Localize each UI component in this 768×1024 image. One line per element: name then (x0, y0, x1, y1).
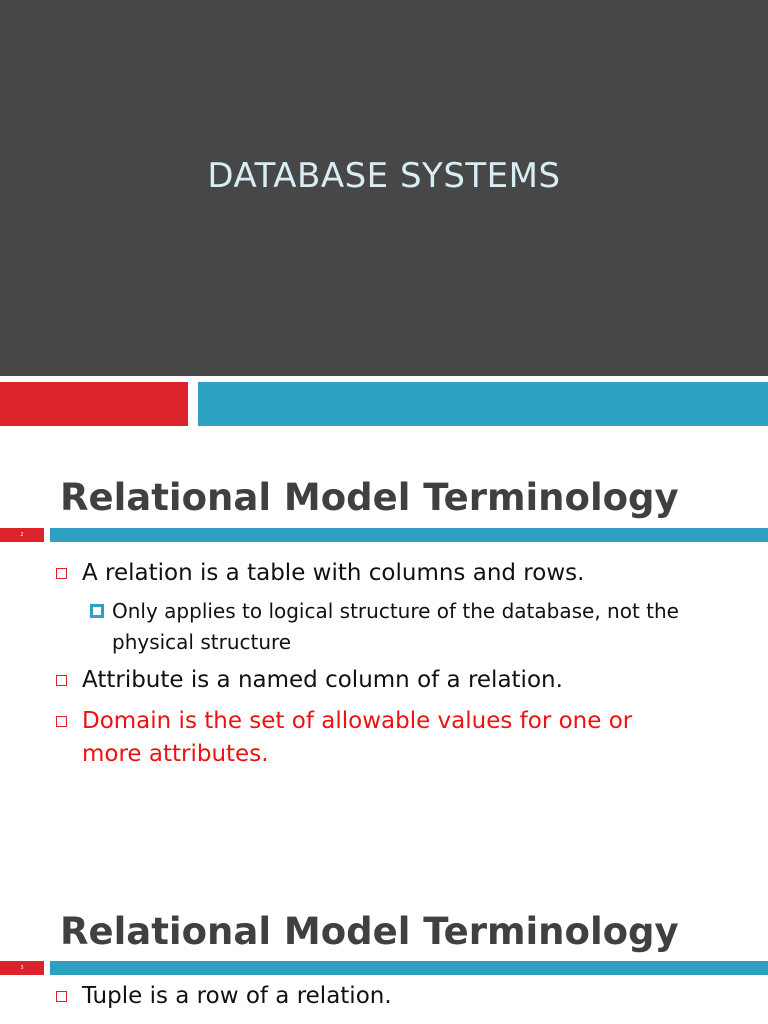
bullet-text: Domain is the set of allowable values for one or more attributes. (82, 708, 633, 767)
slide-number-badge: 3 (0, 961, 44, 975)
square-bullet-icon (56, 716, 67, 727)
title-slide (0, 0, 768, 376)
sub-bullet-item (90, 596, 690, 658)
title-underline-bar (50, 528, 768, 542)
bullet-text: Attribute is a named column of a relation. (82, 667, 563, 693)
filled-square-bullet-icon (90, 604, 104, 618)
square-bullet-icon (56, 675, 67, 686)
bullet-item (56, 980, 746, 1013)
bullet-text: Tuple is a row of a relation. (82, 983, 392, 1009)
title-slide-heading: DATABASE SYSTEMS (207, 156, 561, 196)
square-bullet-icon (56, 568, 67, 579)
slide-2 (0, 426, 768, 856)
bullet-text: A relation is a table with columns and rows. (82, 560, 585, 586)
slide-title: Relational Model Terminology (60, 476, 679, 519)
slide-3 (0, 856, 768, 1024)
title-underline-bar (50, 961, 768, 975)
slide-number-badge: 2 (0, 528, 44, 542)
title-slide-red-band (0, 382, 188, 426)
square-bullet-icon (56, 991, 67, 1002)
sub-bullet-text: Only applies to logical structure of the database, not the physical structure (112, 599, 679, 654)
bullet-item-highlighted (56, 705, 686, 771)
slide-title: Relational Model Terminology (60, 910, 679, 953)
bullet-item (56, 664, 746, 697)
title-slide-teal-band (198, 382, 768, 426)
bullet-item (56, 557, 746, 590)
